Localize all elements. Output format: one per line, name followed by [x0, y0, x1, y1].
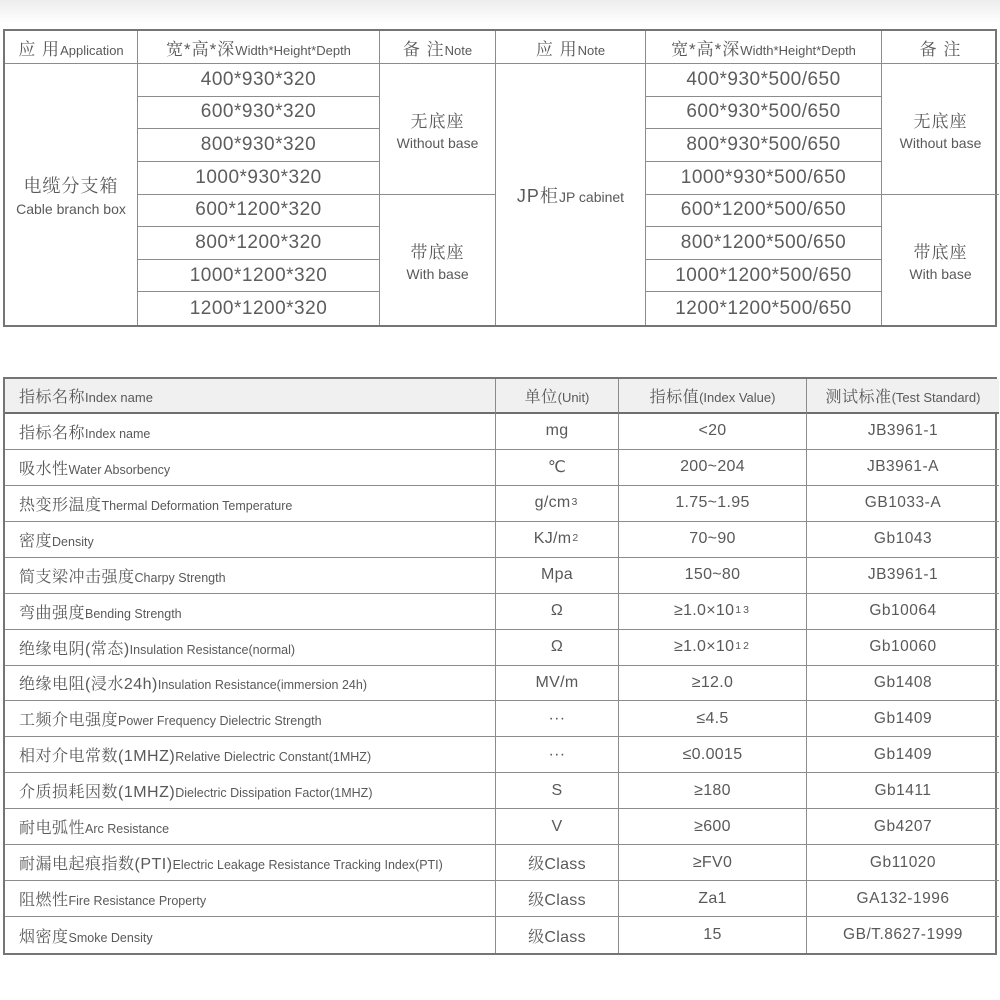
note-label-en: Without base — [396, 134, 479, 151]
size-cell-left: 800*930*320 — [138, 129, 380, 162]
header-label-en: Index name — [85, 390, 153, 405]
spec-unit-cell: 级Class — [496, 917, 619, 953]
header-label-cn: 宽*高*深 — [671, 39, 741, 59]
size-cell-left: 800*1200*320 — [138, 227, 380, 260]
dim-left-header-note — [380, 31, 496, 64]
spec-value-cell: ≥180 — [619, 773, 807, 809]
size-cell-left: 600*1200*320 — [138, 195, 380, 228]
spec-name-cell: 烟密度Smoke Density — [5, 917, 496, 953]
spec-value-cell: ≥1.0×10 $^{12}$ — [619, 630, 807, 666]
header-label-en: (Index Value) — [699, 390, 776, 405]
size-cell-right: 400*930*500/650 — [646, 64, 882, 97]
spec-name-cell: 简支梁冲击强度Charpy Strength — [5, 558, 496, 594]
spec-header-index-value — [619, 379, 807, 414]
spec-standard-cell: GA132-1996 — [807, 881, 999, 917]
spec-name-cell: 热变形温度Thermal Deformation Temperature — [5, 486, 496, 522]
spec-unit-cell: Ω — [496, 630, 619, 666]
header-label-en: Note — [577, 42, 606, 58]
size-cell-left: 600*930*320 — [138, 97, 380, 130]
spec-value-cell: Za1 — [619, 881, 807, 917]
spec-value-cell: ≤4.5 — [619, 701, 807, 737]
spec-unit-cell: 级Class — [496, 845, 619, 881]
spec-name-cell: 弯曲强度Bending Strength — [5, 594, 496, 630]
dim-left-header-application — [5, 31, 138, 64]
header-label-cn: 指标名称 — [19, 389, 86, 406]
application-label-cn: JP柜 — [516, 185, 559, 206]
header-label-en: Width*Height*Depth — [235, 42, 351, 58]
spec-name-cell: 密度Density — [5, 522, 496, 558]
spec-unit-cell: S — [496, 773, 619, 809]
spec-name-cell: 绝缘电阻(浸水24h)Insulation Resistance(immersion 24h) — [5, 666, 496, 702]
spec-name-cell: 阻燃性Fire Resistance Property — [5, 881, 496, 917]
header-label-cn: 应 用 — [535, 39, 578, 59]
spec-value-cell: ≤0.0015 — [619, 737, 807, 773]
spec-standard-cell: Gb1411 — [807, 773, 999, 809]
spec-standard-cell: JB3961-A — [807, 450, 999, 486]
size-cell-right: 1000*930*500/650 — [646, 162, 882, 195]
application-label-en: JP cabinet — [558, 188, 625, 205]
size-cell-right: 800*930*500/650 — [646, 129, 882, 162]
spec-standard-cell: Gb1409 — [807, 737, 999, 773]
size-cell-left: 1000*930*320 — [138, 162, 380, 195]
header-label-cn: 单位 — [524, 389, 558, 406]
dim-right-note-without-base — [882, 64, 999, 195]
note-label-en: With base — [406, 265, 469, 282]
spec-unit-cell: mg — [496, 414, 619, 450]
spec-name-cell: 耐电弧性Arc Resistance — [5, 809, 496, 845]
spec-name-cell: 指标名称Index name — [5, 414, 496, 450]
header-label-en: (Test Standard) — [891, 390, 981, 405]
dim-left-header-size — [138, 31, 380, 64]
note-label-cn: 无底座 — [913, 111, 968, 131]
spec-standard-cell: Gb10064 — [807, 594, 999, 630]
header-label-cn: 应 用 — [18, 39, 61, 59]
spec-value-cell: 15 — [619, 917, 807, 953]
spec-value-cell: 200~204 — [619, 450, 807, 486]
spec-header-test-standard — [807, 379, 999, 414]
header-label-cn: 测试标准 — [825, 389, 892, 406]
spec-unit-cell: 级Class — [496, 881, 619, 917]
note-label-cn: 无底座 — [410, 111, 465, 131]
spec-name-cell: 绝缘电阴(常态)Insulation Resistance(normal) — [5, 630, 496, 666]
spec-name-cell: 相对介电常数(1MHZ)Relative Dielectric Constant(1MHZ) — [5, 737, 496, 773]
header-label-en: Note — [444, 42, 473, 58]
size-cell-left: 1200*1200*320 — [138, 292, 380, 325]
spec-unit-cell: Mpa — [496, 558, 619, 594]
dim-left-note-without-base — [380, 64, 496, 195]
spec-standard-cell: Gb1409 — [807, 701, 999, 737]
size-cell-right: 600*1200*500/650 — [646, 195, 882, 228]
application-label-en: Cable branch box — [16, 201, 126, 217]
spec-unit-cell: ··· — [496, 737, 619, 773]
size-cell-right: 800*1200*500/650 — [646, 227, 882, 260]
header-label-cn: 备 注 — [402, 39, 445, 59]
header-label-en: Width*Height*Depth — [740, 42, 856, 58]
dimensions-table — [3, 29, 997, 327]
spec-header-index-name — [5, 379, 496, 414]
spec-standard-cell: Gb1043 — [807, 522, 999, 558]
header-label-cn: 指标值 — [649, 389, 700, 406]
size-cell-right: 1200*1200*500/650 — [646, 292, 882, 325]
spec-name-cell: 吸水性Water Absorbency — [5, 450, 496, 486]
spec-unit-cell: Ω — [496, 594, 619, 630]
header-label-cn: 宽*高*深 — [166, 39, 236, 59]
note-label-en: Without base — [899, 134, 982, 151]
size-cell-right: 1000*1200*500/650 — [646, 260, 882, 293]
dim-right-note-with-base — [882, 195, 999, 326]
spec-header-unit — [496, 379, 619, 414]
spec-standard-cell: Gb10060 — [807, 630, 999, 666]
spec-standard-cell: Gb1408 — [807, 666, 999, 702]
spec-value-cell: ≥1.0×10 $^{13}$ — [619, 594, 807, 630]
spec-value-cell: ≥12.0 — [619, 666, 807, 702]
size-cell-right: 600*930*500/650 — [646, 97, 882, 130]
header-label-en: (Unit) — [557, 390, 590, 405]
spec-value-cell: <20 — [619, 414, 807, 450]
note-label-en: With base — [909, 265, 972, 282]
dim-right-application-cell — [496, 64, 646, 325]
spec-unit-cell: MV/m — [496, 666, 619, 702]
spec-value-cell: 70~90 — [619, 522, 807, 558]
spec-standard-cell: Gb11020 — [807, 845, 999, 881]
size-cell-left: 1000*1200*320 — [138, 260, 380, 293]
spec-standard-cell: Gb4207 — [807, 809, 999, 845]
note-label-cn: 带底座 — [913, 242, 968, 262]
spec-value-cell: 1.75~1.95 — [619, 486, 807, 522]
spec-unit-cell: ··· — [496, 701, 619, 737]
dim-right-header-note — [882, 31, 999, 64]
header-label-en: Application — [60, 42, 124, 58]
spec-unit-cell: g/cm $^3$ — [496, 486, 619, 522]
specs-table — [3, 377, 997, 955]
application-label-cn: 电缆分支箱 — [23, 176, 119, 196]
spec-value-cell: 150~80 — [619, 558, 807, 594]
spec-standard-cell: GB1033-A — [807, 486, 999, 522]
spec-name-cell: 介质损耗因数(1MHZ)Dielectric Dissipation Factor(1MHZ) — [5, 773, 496, 809]
header-label-cn: 备 注 — [919, 39, 962, 59]
dim-left-note-with-base — [380, 195, 496, 326]
dim-right-header-application — [496, 31, 646, 64]
spec-value-cell: ≥FV0 — [619, 845, 807, 881]
spec-unit-cell: ℃ — [496, 450, 619, 486]
spec-name-cell: 工频介电强度Power Frequency Dielectric Strength — [5, 701, 496, 737]
spec-name-cell: 耐漏电起痕指数(PTI)Electric Leakage Resistance Tracking Index(PTI) — [5, 845, 496, 881]
size-cell-left: 400*930*320 — [138, 64, 380, 97]
dim-left-application-cell — [5, 64, 138, 325]
spec-standard-cell: JB3961-1 — [807, 414, 999, 450]
spec-standard-cell: GB/T.8627-1999 — [843, 926, 963, 944]
spec-unit-cell: KJ/m $^2$ — [496, 522, 619, 558]
spec-value-cell: ≥600 — [619, 809, 807, 845]
spec-standard-cell: JB3961-1 — [807, 558, 999, 594]
note-label-cn: 带底座 — [410, 242, 465, 262]
dim-right-header-size — [646, 31, 882, 64]
spec-unit-cell: V — [496, 809, 619, 845]
